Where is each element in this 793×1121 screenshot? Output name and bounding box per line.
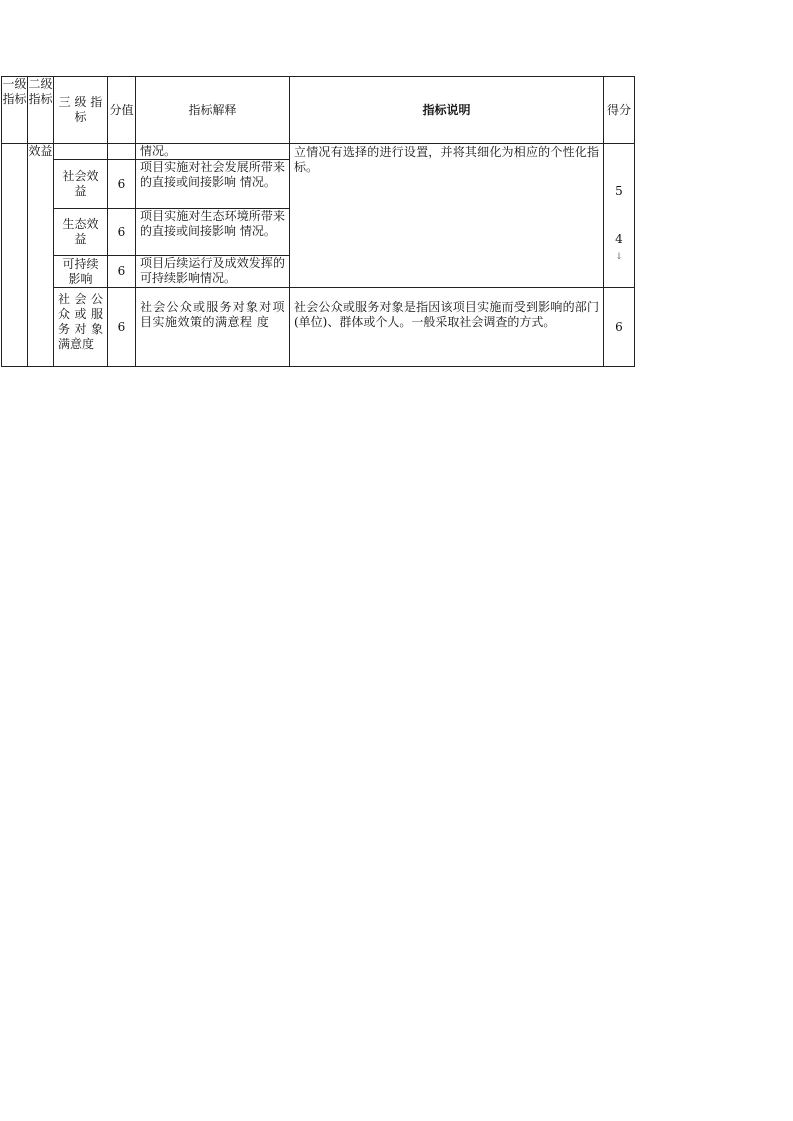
row-3-name: 可持续影响 — [54, 256, 108, 288]
header-description: 指标说明 — [290, 77, 604, 144]
row-4-explanation: 社会公众或服务对象对项目实施效策的满意程 度 — [136, 288, 290, 367]
score-4: 6 — [604, 288, 635, 367]
level1-cell — [2, 144, 28, 367]
row-2-name: 生态效益 — [54, 209, 108, 256]
row-0-explanation: 情况。 — [136, 144, 290, 160]
row-3-explanation: 项目后续运行及成效发挥的可持续影响情况。 — [136, 256, 290, 288]
level2-cell: 效益 — [28, 144, 54, 367]
row-3-value: 6 — [108, 256, 136, 288]
return-mark-icon: ↓ — [615, 252, 623, 262]
satisfaction-description: 社会公众或服务对象是指因该项目实施而受到影响的部门(单位)、群体或个人。一般采取社会调查的方式。 — [290, 288, 604, 367]
row-1-name: 社会效益 — [54, 160, 108, 209]
header-explanation: 指标解释 — [136, 77, 290, 144]
score-merged — [604, 144, 635, 288]
row-2-value: 6 — [108, 209, 136, 256]
row-4-value: 6 — [108, 288, 136, 367]
row-0-name — [54, 144, 108, 160]
header-score-got: 得分 — [604, 77, 635, 144]
table-row — [2, 144, 635, 160]
header-score-value: 分值 — [108, 77, 136, 144]
indicator-table — [1, 76, 635, 367]
row-0-value — [108, 144, 136, 160]
header-level3: 三 级 指 标 — [54, 77, 108, 144]
merged-description: 立情况有选择的进行设置，并将其细化为相应的个性化指标。 — [290, 144, 604, 288]
table-row — [2, 288, 635, 367]
row-1-value: 6 — [108, 160, 136, 209]
header-row — [2, 77, 635, 144]
row-2-explanation: 项目实施对生态环境所带来的直接或间接影响 情况。 — [136, 209, 290, 256]
header-level1: 一级指标 — [2, 77, 28, 144]
row-1-explanation: 项目实施对社会发展所带来的直接或间接影响 情况。 — [136, 160, 290, 209]
row-4-name: 社 会 公 众 或 服 务对象满意度 — [54, 288, 108, 367]
score-1: 5 — [615, 184, 623, 198]
header-level2: 二级指标 — [28, 77, 54, 144]
score-2: 4 — [615, 232, 623, 246]
